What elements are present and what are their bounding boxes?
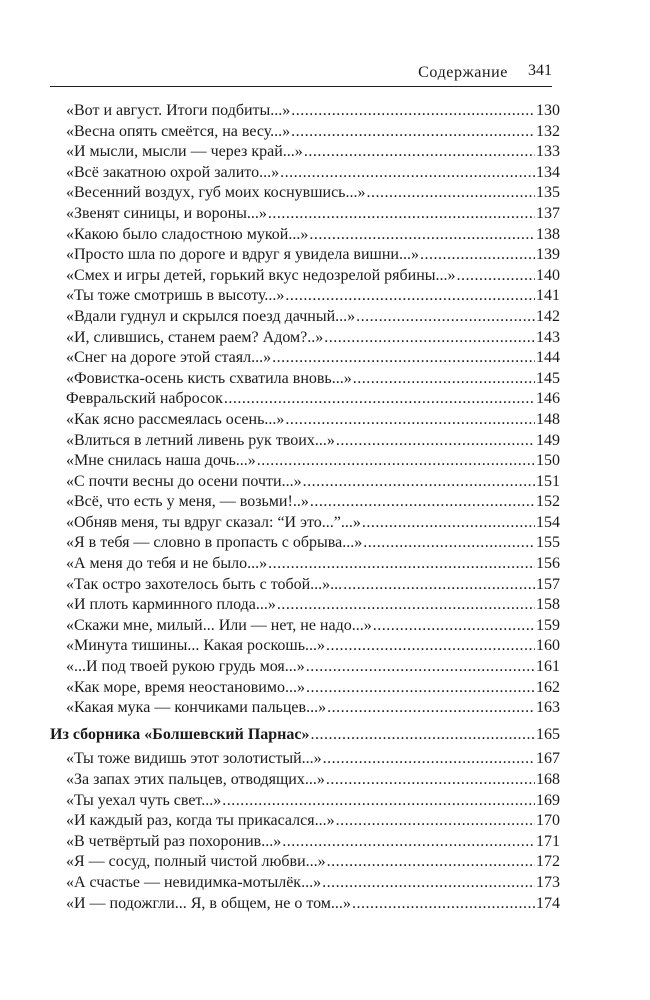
toc-entry-title: «Минута тишины... Какая роскошь...»	[66, 637, 326, 655]
dot-leader	[322, 873, 535, 894]
toc-entry	[50, 657, 560, 678]
toc-entry-title: «...И под твоей рукою грудь моя...»	[66, 658, 305, 676]
toc-entry-page: 172	[536, 853, 560, 871]
toc-entry-title: «Как ясно рассмеялась осень...»	[66, 410, 285, 428]
toc-entry-title: Из сборника «Болшевский Парнас»	[50, 725, 310, 743]
toc-entry	[50, 554, 560, 575]
toc-entry	[50, 307, 560, 328]
toc-entry-title: «Какою было сладостною мукой...»	[66, 225, 309, 243]
toc-entry-title: «Как море, время неостановимо...»	[66, 678, 305, 696]
toc-entry-title: «Весенний воздух, губ моих коснувшись...»	[66, 184, 366, 202]
dot-leader	[356, 307, 535, 328]
toc-entry	[50, 832, 560, 853]
toc-entry-page: 152	[536, 493, 560, 511]
toc-entry-title: «И, слившись, станем раем? Адом?..»	[66, 328, 324, 346]
toc-entry-page: 162	[536, 678, 560, 696]
toc-entry	[50, 410, 560, 431]
dot-leader	[353, 369, 535, 390]
toc-entry	[50, 636, 560, 657]
toc-entry-title: «Снег на дороге этой стаял...»	[66, 349, 272, 367]
toc-entry	[50, 811, 560, 832]
toc-entry	[50, 122, 560, 143]
toc-entry-title: «Скажи мне, милый... Или — нет, не надо...»	[66, 616, 372, 634]
toc-entry-page: 157	[536, 575, 560, 593]
toc-entry	[50, 348, 560, 369]
toc-entry-page: 135	[536, 184, 560, 202]
toc-entry-title: «А меня до тебя и не было...»	[66, 555, 268, 573]
toc-entry-title: «Ты уехал чуть свет...»	[66, 791, 222, 809]
toc-entry	[50, 533, 560, 554]
dot-leader	[373, 616, 535, 637]
toc-entry-title: «Смех и игры детей, горький вкус недозрелой рябины...»	[66, 266, 456, 284]
toc-entry-page: 167	[536, 750, 560, 768]
toc-entry-title: «И — подожгли... Я, в общем, не о том...»	[66, 894, 351, 912]
dot-leader	[268, 554, 535, 575]
toc-entry-title: «Влиться в летний ливень рук твоих...»	[66, 431, 335, 449]
toc-entry-page: 158	[536, 596, 560, 614]
toc-entry-title: «И каждый раз, когда ты прикасался...»	[66, 812, 335, 830]
dot-leader	[310, 725, 535, 746]
toc-entry-title: «Вот и август. Итоги подбиты...»	[66, 102, 291, 119]
toc-entry-page: 130	[536, 102, 560, 119]
toc-entry-page: 169	[536, 791, 560, 809]
toc-entry	[50, 513, 560, 534]
toc-entry-title: «Фовистка-осень кисть схватила вновь...»	[66, 369, 352, 387]
toc-entry	[50, 791, 560, 812]
toc-entry	[50, 616, 560, 637]
toc-entry-page: 150	[536, 452, 560, 470]
toc-entry-page: 132	[536, 122, 560, 140]
toc-entry	[50, 431, 560, 452]
toc-entry	[50, 749, 560, 770]
toc-entry	[50, 225, 560, 246]
toc-entry	[50, 142, 560, 163]
table-of-contents	[50, 101, 560, 914]
toc-entry-page: 145	[536, 369, 560, 387]
dot-leader	[268, 204, 535, 225]
toc-entry-page: 173	[536, 873, 560, 891]
dot-leader	[326, 770, 535, 791]
toc-entry-page: 156	[536, 555, 560, 573]
toc-entry-title: «Весна опять смеётся, на весу...»	[66, 122, 291, 140]
dot-leader	[327, 698, 535, 719]
toc-entry	[50, 183, 560, 204]
toc-entry	[50, 451, 560, 472]
dot-leader	[352, 894, 535, 915]
dot-leader	[291, 101, 535, 122]
toc-entry	[50, 492, 560, 513]
dot-leader	[336, 431, 535, 452]
toc-entry-title: «С почти весны до осени почти...»	[66, 472, 302, 490]
toc-section-heading	[50, 725, 560, 746]
dot-leader	[280, 163, 535, 184]
toc-entry	[50, 698, 560, 719]
toc-entry-page: 170	[536, 812, 560, 830]
dot-leader	[285, 410, 535, 431]
dot-leader	[457, 266, 535, 287]
toc-entry	[50, 245, 560, 266]
toc-entry-page: 161	[536, 658, 560, 676]
dot-leader	[257, 451, 535, 472]
dot-leader	[327, 852, 535, 873]
dot-leader	[222, 791, 535, 812]
toc-entry-title: «Всё закатною охрой залито...»	[66, 163, 280, 181]
toc-entry-title: «Ты тоже смотришь в высоту...»	[66, 287, 285, 305]
dot-leader	[285, 286, 535, 307]
dot-leader	[310, 492, 535, 513]
toc-entry-page: 148	[536, 410, 560, 428]
toc-entry-title: «Я — сосуд, полный чистой любви...»	[66, 853, 326, 871]
toc-entry-page: 149	[536, 431, 560, 449]
dot-leader	[282, 832, 535, 853]
toc-entry-page: 141	[536, 287, 560, 305]
dot-leader	[306, 678, 535, 699]
toc-entry-title: Февральский набросок	[66, 390, 223, 408]
toc-entry-page: 168	[536, 771, 560, 788]
toc-entry	[50, 389, 560, 410]
page-number: 341	[528, 62, 552, 79]
toc-entry-page: 144	[536, 349, 560, 367]
toc-entry	[50, 204, 560, 225]
toc-entry	[50, 678, 560, 699]
dot-leader	[306, 657, 535, 678]
toc-entry	[50, 163, 560, 184]
toc-entry-page: 174	[536, 894, 560, 912]
toc-entry-title: «Всё, что есть у меня, — возьми!..»	[66, 493, 309, 511]
dot-leader	[326, 636, 535, 657]
toc-entry-page: 143	[536, 328, 560, 346]
toc-entry-page: 154	[536, 513, 560, 531]
toc-entry	[50, 101, 560, 122]
toc-entry-page: 133	[536, 143, 560, 161]
dot-leader	[303, 472, 535, 493]
toc-entry-page: 146	[536, 390, 560, 408]
toc-entry-title: «Звенят синицы, и вороны...»	[66, 204, 267, 222]
toc-entry-page: 160	[536, 637, 560, 655]
dot-leader	[336, 811, 535, 832]
toc-entry-title: «Мне снилась наша дочь...»	[66, 452, 256, 470]
dot-leader	[366, 183, 535, 204]
toc-entry-page: 137	[536, 204, 560, 222]
toc-entry-title: «А счастье — невидимка-мотылёк...»	[66, 873, 322, 891]
toc-entry-title: «Ты тоже видишь этот золотистый...»	[66, 750, 322, 768]
dot-leader	[362, 513, 535, 534]
toc-entry-title: «Обняв меня, ты вдруг сказал: “И это...”...»	[66, 513, 361, 531]
dot-leader	[309, 225, 535, 246]
toc-entry	[50, 328, 560, 349]
running-header	[50, 58, 552, 88]
toc-entry-page: 159	[536, 616, 560, 634]
toc-entry	[50, 595, 560, 616]
toc-entry-page: 151	[536, 472, 560, 490]
toc-entry	[50, 575, 560, 596]
dot-leader	[224, 389, 535, 410]
dot-leader	[324, 328, 535, 349]
toc-entry	[50, 894, 560, 915]
toc-entry-page: 134	[536, 163, 560, 181]
toc-entry-page: 139	[536, 246, 560, 264]
toc-entry-title: «И мысли, мысли — через край...»	[66, 143, 303, 161]
toc-entry	[50, 369, 560, 390]
dot-leader	[291, 122, 535, 143]
toc-entry-page: 138	[536, 225, 560, 243]
dot-leader	[323, 749, 535, 770]
toc-entry	[50, 873, 560, 894]
toc-entry	[50, 770, 560, 791]
toc-entry-title: «За запах этих пальцев, отводящих...»	[66, 771, 325, 788]
toc-entry-page: 140	[536, 266, 560, 284]
toc-entry-title: «И плоть карминного плода...»	[66, 596, 276, 614]
dot-leader	[343, 575, 535, 596]
toc-entry	[50, 472, 560, 493]
toc-entry-title: «Так остро захотелось быть с тобой...»...	[66, 575, 343, 593]
toc-entry	[50, 266, 560, 287]
toc-entry-title: «Вдали гуднул и скрылся поезд дачный...»	[66, 307, 356, 325]
dot-leader	[304, 142, 535, 163]
toc-entry-page: 165	[536, 725, 560, 743]
toc-entry-title: «В четвёртый раз похоронив...»	[66, 832, 282, 850]
header-rule	[50, 86, 552, 87]
dot-leader	[272, 348, 535, 369]
toc-entry-page: 142	[536, 307, 560, 325]
dot-leader	[277, 595, 535, 616]
toc-entry-page: 163	[536, 699, 560, 717]
toc-entry-page: 155	[536, 534, 560, 552]
running-title: Содержание	[418, 64, 508, 81]
dot-leader	[363, 533, 535, 554]
toc-entry-title: «Просто шла по дороге и вдруг я увидела вишни...»	[66, 246, 419, 264]
toc-entry	[50, 286, 560, 307]
toc-entry-title: «Я в тебя — словно в пропасть с обрыва...»	[66, 534, 363, 552]
toc-entry-page: 171	[536, 832, 560, 850]
toc-entry-title: «Какая мука — кончиками пальцев...»	[66, 699, 327, 717]
dot-leader	[420, 245, 535, 266]
toc-entry	[50, 852, 560, 873]
